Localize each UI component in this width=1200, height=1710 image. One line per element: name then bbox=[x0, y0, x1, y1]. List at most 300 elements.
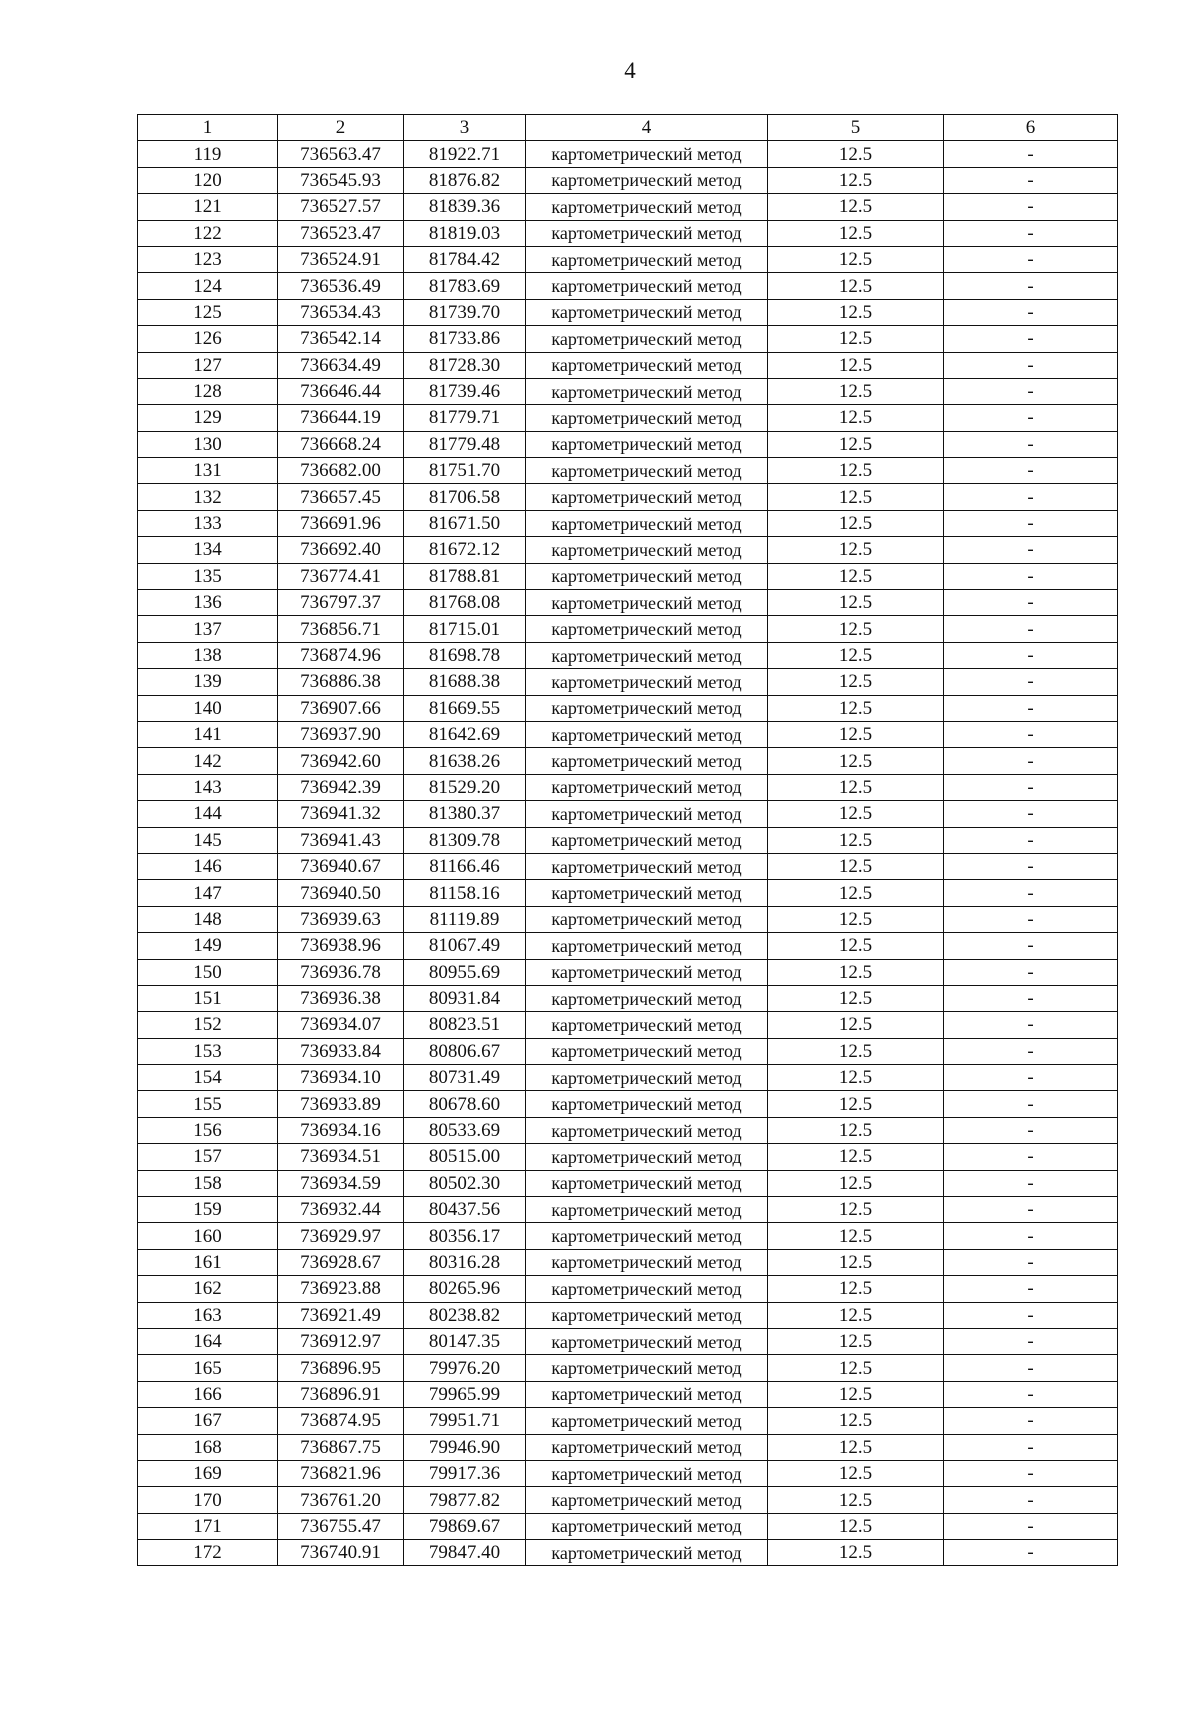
note-cell: - bbox=[944, 1434, 1118, 1460]
accuracy-cell: 12.5 bbox=[768, 933, 944, 959]
table-row bbox=[138, 1276, 1118, 1302]
point-number-cell: 127 bbox=[138, 352, 278, 378]
table-row bbox=[138, 273, 1118, 299]
x-coordinate-cell: 736797.37 bbox=[278, 590, 404, 616]
point-number-cell: 155 bbox=[138, 1091, 278, 1117]
accuracy-cell: 12.5 bbox=[768, 563, 944, 589]
point-number-cell: 137 bbox=[138, 616, 278, 642]
accuracy-cell: 12.5 bbox=[768, 1170, 944, 1196]
y-coordinate-cell: 80955.69 bbox=[404, 959, 526, 985]
x-coordinate-cell: 736929.97 bbox=[278, 1223, 404, 1249]
point-number-cell: 138 bbox=[138, 642, 278, 668]
table-row bbox=[138, 167, 1118, 193]
point-number-cell: 150 bbox=[138, 959, 278, 985]
table-row bbox=[138, 721, 1118, 747]
method-cell: картометрический метод bbox=[526, 1408, 768, 1434]
x-coordinate-cell: 736941.32 bbox=[278, 801, 404, 827]
x-coordinate-cell: 736912.97 bbox=[278, 1328, 404, 1354]
point-number-cell: 147 bbox=[138, 880, 278, 906]
point-number-cell: 168 bbox=[138, 1434, 278, 1460]
note-cell: - bbox=[944, 669, 1118, 695]
note-cell: - bbox=[944, 1197, 1118, 1223]
method-cell: картометрический метод bbox=[526, 1223, 768, 1249]
accuracy-cell: 12.5 bbox=[768, 1249, 944, 1275]
note-cell: - bbox=[944, 1038, 1118, 1064]
note-cell: - bbox=[944, 431, 1118, 457]
y-coordinate-cell: 81839.36 bbox=[404, 194, 526, 220]
accuracy-cell: 12.5 bbox=[768, 1144, 944, 1170]
y-coordinate-cell: 81779.71 bbox=[404, 405, 526, 431]
point-number-cell: 171 bbox=[138, 1513, 278, 1539]
table-row bbox=[138, 985, 1118, 1011]
y-coordinate-cell: 81166.46 bbox=[404, 853, 526, 879]
accuracy-cell: 12.5 bbox=[768, 220, 944, 246]
accuracy-cell: 12.5 bbox=[768, 1197, 944, 1223]
note-cell: - bbox=[944, 933, 1118, 959]
point-number-cell: 122 bbox=[138, 220, 278, 246]
note-cell: - bbox=[944, 695, 1118, 721]
point-number-cell: 170 bbox=[138, 1487, 278, 1513]
table-row bbox=[138, 669, 1118, 695]
note-cell: - bbox=[944, 246, 1118, 272]
y-coordinate-cell: 81739.46 bbox=[404, 378, 526, 404]
point-number-cell: 142 bbox=[138, 748, 278, 774]
accuracy-cell: 12.5 bbox=[768, 1012, 944, 1038]
accuracy-cell: 12.5 bbox=[768, 721, 944, 747]
method-cell: картометрический метод bbox=[526, 827, 768, 853]
x-coordinate-cell: 736934.59 bbox=[278, 1170, 404, 1196]
method-cell: картометрический метод bbox=[526, 1328, 768, 1354]
method-cell: картометрический метод bbox=[526, 721, 768, 747]
point-number-cell: 161 bbox=[138, 1249, 278, 1275]
accuracy-cell: 12.5 bbox=[768, 431, 944, 457]
table-row bbox=[138, 642, 1118, 668]
accuracy-cell: 12.5 bbox=[768, 959, 944, 985]
table-row bbox=[138, 1012, 1118, 1038]
note-cell: - bbox=[944, 1223, 1118, 1249]
table-row bbox=[138, 1144, 1118, 1170]
accuracy-cell: 12.5 bbox=[768, 669, 944, 695]
y-coordinate-cell: 81638.26 bbox=[404, 748, 526, 774]
table-row bbox=[138, 1038, 1118, 1064]
x-coordinate-cell: 736755.47 bbox=[278, 1513, 404, 1539]
accuracy-cell: 12.5 bbox=[768, 1355, 944, 1381]
table-row bbox=[138, 484, 1118, 510]
x-coordinate-cell: 736938.96 bbox=[278, 933, 404, 959]
table-row bbox=[138, 1513, 1118, 1539]
method-cell: картометрический метод bbox=[526, 1197, 768, 1223]
table-row bbox=[138, 959, 1118, 985]
table-row bbox=[138, 827, 1118, 853]
y-coordinate-cell: 80316.28 bbox=[404, 1249, 526, 1275]
note-cell: - bbox=[944, 484, 1118, 510]
accuracy-cell: 12.5 bbox=[768, 642, 944, 668]
method-cell: картометрический метод bbox=[526, 985, 768, 1011]
x-coordinate-cell: 736692.40 bbox=[278, 537, 404, 563]
method-cell: картометрический метод bbox=[526, 590, 768, 616]
x-coordinate-cell: 736934.10 bbox=[278, 1065, 404, 1091]
column-header: 4 bbox=[526, 115, 768, 141]
x-coordinate-cell: 736934.07 bbox=[278, 1012, 404, 1038]
point-number-cell: 141 bbox=[138, 721, 278, 747]
note-cell: - bbox=[944, 1381, 1118, 1407]
point-number-cell: 139 bbox=[138, 669, 278, 695]
note-cell: - bbox=[944, 405, 1118, 431]
point-number-cell: 128 bbox=[138, 378, 278, 404]
point-number-cell: 120 bbox=[138, 167, 278, 193]
note-cell: - bbox=[944, 167, 1118, 193]
accuracy-cell: 12.5 bbox=[768, 352, 944, 378]
x-coordinate-cell: 736896.91 bbox=[278, 1381, 404, 1407]
point-number-cell: 152 bbox=[138, 1012, 278, 1038]
point-number-cell: 140 bbox=[138, 695, 278, 721]
note-cell: - bbox=[944, 458, 1118, 484]
x-coordinate-cell: 736657.45 bbox=[278, 484, 404, 510]
accuracy-cell: 12.5 bbox=[768, 1487, 944, 1513]
x-coordinate-cell: 736821.96 bbox=[278, 1460, 404, 1486]
accuracy-cell: 12.5 bbox=[768, 484, 944, 510]
method-cell: картометрический метод bbox=[526, 959, 768, 985]
method-cell: картометрический метод bbox=[526, 431, 768, 457]
accuracy-cell: 12.5 bbox=[768, 1223, 944, 1249]
y-coordinate-cell: 79917.36 bbox=[404, 1460, 526, 1486]
method-cell: картометрический метод bbox=[526, 220, 768, 246]
table-row bbox=[138, 299, 1118, 325]
accuracy-cell: 12.5 bbox=[768, 141, 944, 167]
method-cell: картометрический метод bbox=[526, 141, 768, 167]
table-row bbox=[138, 510, 1118, 536]
table-row bbox=[138, 590, 1118, 616]
note-cell: - bbox=[944, 1513, 1118, 1539]
method-cell: картометрический метод bbox=[526, 405, 768, 431]
accuracy-cell: 12.5 bbox=[768, 1038, 944, 1064]
table-row bbox=[138, 1302, 1118, 1328]
method-cell: картометрический метод bbox=[526, 1540, 768, 1566]
accuracy-cell: 12.5 bbox=[768, 853, 944, 879]
note-cell: - bbox=[944, 537, 1118, 563]
method-cell: картометрический метод bbox=[526, 1065, 768, 1091]
y-coordinate-cell: 81876.82 bbox=[404, 167, 526, 193]
table-row bbox=[138, 1197, 1118, 1223]
point-number-cell: 158 bbox=[138, 1170, 278, 1196]
column-header: 3 bbox=[404, 115, 526, 141]
x-coordinate-cell: 736939.63 bbox=[278, 906, 404, 932]
x-coordinate-cell: 736740.91 bbox=[278, 1540, 404, 1566]
table-row bbox=[138, 246, 1118, 272]
table-row bbox=[138, 774, 1118, 800]
accuracy-cell: 12.5 bbox=[768, 1381, 944, 1407]
point-number-cell: 154 bbox=[138, 1065, 278, 1091]
table-row bbox=[138, 1117, 1118, 1143]
accuracy-cell: 12.5 bbox=[768, 985, 944, 1011]
point-number-cell: 136 bbox=[138, 590, 278, 616]
note-cell: - bbox=[944, 590, 1118, 616]
accuracy-cell: 12.5 bbox=[768, 1091, 944, 1117]
point-number-cell: 131 bbox=[138, 458, 278, 484]
note-cell: - bbox=[944, 1117, 1118, 1143]
y-coordinate-cell: 81819.03 bbox=[404, 220, 526, 246]
note-cell: - bbox=[944, 194, 1118, 220]
method-cell: картометрический метод bbox=[526, 167, 768, 193]
x-coordinate-cell: 736896.95 bbox=[278, 1355, 404, 1381]
x-coordinate-cell: 736886.38 bbox=[278, 669, 404, 695]
y-coordinate-cell: 81672.12 bbox=[404, 537, 526, 563]
method-cell: картометрический метод bbox=[526, 458, 768, 484]
point-number-cell: 129 bbox=[138, 405, 278, 431]
table-row bbox=[138, 616, 1118, 642]
table-row bbox=[138, 1170, 1118, 1196]
accuracy-cell: 12.5 bbox=[768, 458, 944, 484]
method-cell: картометрический метод bbox=[526, 246, 768, 272]
y-coordinate-cell: 80731.49 bbox=[404, 1065, 526, 1091]
point-number-cell: 126 bbox=[138, 326, 278, 352]
method-cell: картометрический метод bbox=[526, 1249, 768, 1275]
y-coordinate-cell: 81380.37 bbox=[404, 801, 526, 827]
y-coordinate-cell: 79946.90 bbox=[404, 1434, 526, 1460]
note-cell: - bbox=[944, 906, 1118, 932]
note-cell: - bbox=[944, 1249, 1118, 1275]
y-coordinate-cell: 79869.67 bbox=[404, 1513, 526, 1539]
accuracy-cell: 12.5 bbox=[768, 1408, 944, 1434]
y-coordinate-cell: 80533.69 bbox=[404, 1117, 526, 1143]
x-coordinate-cell: 736524.91 bbox=[278, 246, 404, 272]
accuracy-cell: 12.5 bbox=[768, 748, 944, 774]
note-cell: - bbox=[944, 326, 1118, 352]
x-coordinate-cell: 736937.90 bbox=[278, 721, 404, 747]
point-number-cell: 165 bbox=[138, 1355, 278, 1381]
table-row bbox=[138, 1223, 1118, 1249]
table-row bbox=[138, 1540, 1118, 1566]
method-cell: картометрический метод bbox=[526, 748, 768, 774]
table-header bbox=[138, 115, 1118, 141]
accuracy-cell: 12.5 bbox=[768, 510, 944, 536]
point-number-cell: 144 bbox=[138, 801, 278, 827]
accuracy-cell: 12.5 bbox=[768, 378, 944, 404]
table-row bbox=[138, 326, 1118, 352]
point-number-cell: 125 bbox=[138, 299, 278, 325]
accuracy-cell: 12.5 bbox=[768, 537, 944, 563]
method-cell: картометрический метод bbox=[526, 642, 768, 668]
y-coordinate-cell: 79877.82 bbox=[404, 1487, 526, 1513]
x-coordinate-cell: 736874.96 bbox=[278, 642, 404, 668]
table-row bbox=[138, 933, 1118, 959]
method-cell: картометрический метод bbox=[526, 1170, 768, 1196]
note-cell: - bbox=[944, 1408, 1118, 1434]
accuracy-cell: 12.5 bbox=[768, 167, 944, 193]
accuracy-cell: 12.5 bbox=[768, 1540, 944, 1566]
table-row bbox=[138, 1408, 1118, 1434]
table-row bbox=[138, 1328, 1118, 1354]
point-number-cell: 162 bbox=[138, 1276, 278, 1302]
accuracy-cell: 12.5 bbox=[768, 1434, 944, 1460]
point-number-cell: 157 bbox=[138, 1144, 278, 1170]
x-coordinate-cell: 736942.60 bbox=[278, 748, 404, 774]
y-coordinate-cell: 81158.16 bbox=[404, 880, 526, 906]
note-cell: - bbox=[944, 1487, 1118, 1513]
note-cell: - bbox=[944, 141, 1118, 167]
point-number-cell: 151 bbox=[138, 985, 278, 1011]
note-cell: - bbox=[944, 985, 1118, 1011]
note-cell: - bbox=[944, 642, 1118, 668]
point-number-cell: 143 bbox=[138, 774, 278, 800]
x-coordinate-cell: 736936.38 bbox=[278, 985, 404, 1011]
note-cell: - bbox=[944, 721, 1118, 747]
column-header: 1 bbox=[138, 115, 278, 141]
method-cell: картометрический метод bbox=[526, 616, 768, 642]
accuracy-cell: 12.5 bbox=[768, 246, 944, 272]
method-cell: картометрический метод bbox=[526, 299, 768, 325]
y-coordinate-cell: 81669.55 bbox=[404, 695, 526, 721]
point-number-cell: 172 bbox=[138, 1540, 278, 1566]
y-coordinate-cell: 81751.70 bbox=[404, 458, 526, 484]
y-coordinate-cell: 81768.08 bbox=[404, 590, 526, 616]
accuracy-cell: 12.5 bbox=[768, 801, 944, 827]
accuracy-cell: 12.5 bbox=[768, 273, 944, 299]
accuracy-cell: 12.5 bbox=[768, 1065, 944, 1091]
table-row bbox=[138, 378, 1118, 404]
accuracy-cell: 12.5 bbox=[768, 616, 944, 642]
method-cell: картометрический метод bbox=[526, 774, 768, 800]
method-cell: картометрический метод bbox=[526, 880, 768, 906]
y-coordinate-cell: 79951.71 bbox=[404, 1408, 526, 1434]
x-coordinate-cell: 736646.44 bbox=[278, 378, 404, 404]
note-cell: - bbox=[944, 1328, 1118, 1354]
point-number-cell: 133 bbox=[138, 510, 278, 536]
x-coordinate-cell: 736936.78 bbox=[278, 959, 404, 985]
table-row bbox=[138, 563, 1118, 589]
note-cell: - bbox=[944, 853, 1118, 879]
table-row bbox=[138, 194, 1118, 220]
method-cell: картометрический метод bbox=[526, 1434, 768, 1460]
table-row bbox=[138, 1434, 1118, 1460]
x-coordinate-cell: 736691.96 bbox=[278, 510, 404, 536]
y-coordinate-cell: 80437.56 bbox=[404, 1197, 526, 1223]
point-number-cell: 124 bbox=[138, 273, 278, 299]
y-coordinate-cell: 80931.84 bbox=[404, 985, 526, 1011]
point-number-cell: 130 bbox=[138, 431, 278, 457]
y-coordinate-cell: 81067.49 bbox=[404, 933, 526, 959]
table-row bbox=[138, 352, 1118, 378]
note-cell: - bbox=[944, 1276, 1118, 1302]
y-coordinate-cell: 81671.50 bbox=[404, 510, 526, 536]
y-coordinate-cell: 81783.69 bbox=[404, 273, 526, 299]
accuracy-cell: 12.5 bbox=[768, 880, 944, 906]
method-cell: картометрический метод bbox=[526, 1460, 768, 1486]
x-coordinate-cell: 736545.93 bbox=[278, 167, 404, 193]
table-row bbox=[138, 1065, 1118, 1091]
table-row bbox=[138, 537, 1118, 563]
note-cell: - bbox=[944, 1540, 1118, 1566]
point-number-cell: 164 bbox=[138, 1328, 278, 1354]
table-row bbox=[138, 1381, 1118, 1407]
method-cell: картометрический метод bbox=[526, 1276, 768, 1302]
x-coordinate-cell: 736907.66 bbox=[278, 695, 404, 721]
method-cell: картометрический метод bbox=[526, 933, 768, 959]
y-coordinate-cell: 81642.69 bbox=[404, 721, 526, 747]
accuracy-cell: 12.5 bbox=[768, 1328, 944, 1354]
note-cell: - bbox=[944, 880, 1118, 906]
y-coordinate-cell: 80238.82 bbox=[404, 1302, 526, 1328]
table-row bbox=[138, 220, 1118, 246]
point-number-cell: 148 bbox=[138, 906, 278, 932]
note-cell: - bbox=[944, 827, 1118, 853]
accuracy-cell: 12.5 bbox=[768, 590, 944, 616]
accuracy-cell: 12.5 bbox=[768, 1513, 944, 1539]
point-number-cell: 145 bbox=[138, 827, 278, 853]
note-cell: - bbox=[944, 959, 1118, 985]
column-header: 6 bbox=[944, 115, 1118, 141]
method-cell: картометрический метод bbox=[526, 1302, 768, 1328]
table-row bbox=[138, 1487, 1118, 1513]
method-cell: картометрический метод bbox=[526, 273, 768, 299]
x-coordinate-cell: 736933.89 bbox=[278, 1091, 404, 1117]
coordinates-table bbox=[137, 114, 1118, 1566]
x-coordinate-cell: 736921.49 bbox=[278, 1302, 404, 1328]
x-coordinate-cell: 736874.95 bbox=[278, 1408, 404, 1434]
note-cell: - bbox=[944, 220, 1118, 246]
note-cell: - bbox=[944, 1144, 1118, 1170]
table-row bbox=[138, 458, 1118, 484]
accuracy-cell: 12.5 bbox=[768, 1460, 944, 1486]
method-cell: картометрический метод bbox=[526, 194, 768, 220]
accuracy-cell: 12.5 bbox=[768, 695, 944, 721]
table-row bbox=[138, 906, 1118, 932]
y-coordinate-cell: 81698.78 bbox=[404, 642, 526, 668]
table-row bbox=[138, 801, 1118, 827]
note-cell: - bbox=[944, 801, 1118, 827]
note-cell: - bbox=[944, 1012, 1118, 1038]
y-coordinate-cell: 81119.89 bbox=[404, 906, 526, 932]
y-coordinate-cell: 81788.81 bbox=[404, 563, 526, 589]
y-coordinate-cell: 81779.48 bbox=[404, 431, 526, 457]
note-cell: - bbox=[944, 378, 1118, 404]
y-coordinate-cell: 80806.67 bbox=[404, 1038, 526, 1064]
table-row bbox=[138, 853, 1118, 879]
method-cell: картометрический метод bbox=[526, 801, 768, 827]
y-coordinate-cell: 80515.00 bbox=[404, 1144, 526, 1170]
y-coordinate-cell: 81688.38 bbox=[404, 669, 526, 695]
x-coordinate-cell: 736682.00 bbox=[278, 458, 404, 484]
accuracy-cell: 12.5 bbox=[768, 405, 944, 431]
point-number-cell: 119 bbox=[138, 141, 278, 167]
column-header: 5 bbox=[768, 115, 944, 141]
y-coordinate-cell: 80823.51 bbox=[404, 1012, 526, 1038]
accuracy-cell: 12.5 bbox=[768, 1276, 944, 1302]
point-number-cell: 132 bbox=[138, 484, 278, 510]
x-coordinate-cell: 736774.41 bbox=[278, 563, 404, 589]
note-cell: - bbox=[944, 299, 1118, 325]
note-cell: - bbox=[944, 273, 1118, 299]
y-coordinate-cell: 79976.20 bbox=[404, 1355, 526, 1381]
method-cell: картометрический метод bbox=[526, 669, 768, 695]
accuracy-cell: 12.5 bbox=[768, 1302, 944, 1328]
point-number-cell: 135 bbox=[138, 563, 278, 589]
x-coordinate-cell: 736761.20 bbox=[278, 1487, 404, 1513]
x-coordinate-cell: 736934.51 bbox=[278, 1144, 404, 1170]
point-number-cell: 166 bbox=[138, 1381, 278, 1407]
table-row bbox=[138, 695, 1118, 721]
page-number: 4 bbox=[624, 58, 636, 83]
y-coordinate-cell: 81739.70 bbox=[404, 299, 526, 325]
table-row bbox=[138, 1460, 1118, 1486]
table-row bbox=[138, 1355, 1118, 1381]
x-coordinate-cell: 736940.67 bbox=[278, 853, 404, 879]
x-coordinate-cell: 736534.43 bbox=[278, 299, 404, 325]
method-cell: картометрический метод bbox=[526, 1012, 768, 1038]
point-number-cell: 153 bbox=[138, 1038, 278, 1064]
method-cell: картометрический метод bbox=[526, 1144, 768, 1170]
point-number-cell: 160 bbox=[138, 1223, 278, 1249]
